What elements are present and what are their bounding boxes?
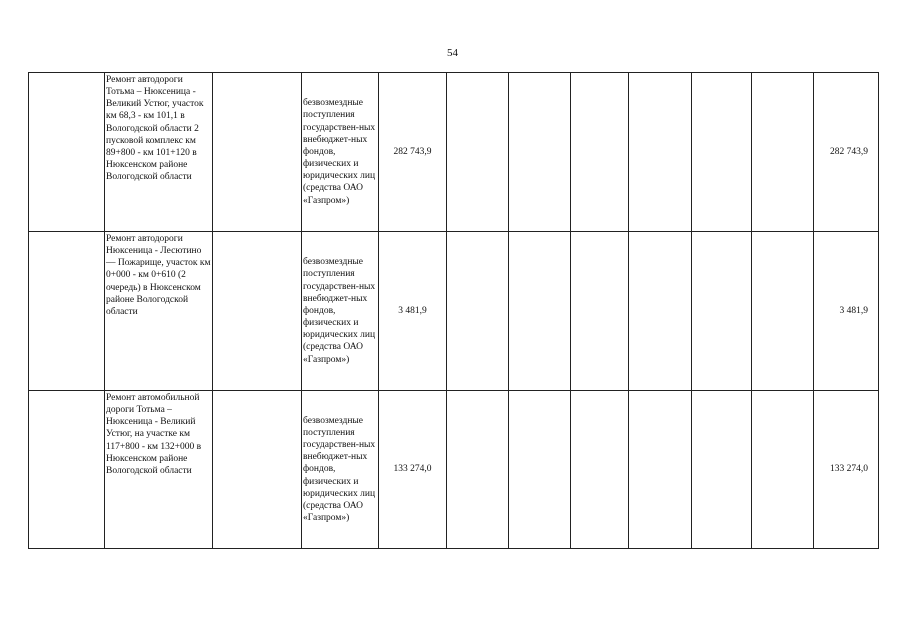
- amount-cell: 3 481,9: [379, 232, 447, 391]
- object-name-cell: Ремонт автодороги Нюксеница - Лесютино — Пожарище, участок км 0+000 - км 0+610 (2 очередь) в Нюксенском районе Вологодской области: [105, 232, 213, 391]
- table-row: [29, 391, 879, 549]
- empty-cell: [692, 232, 752, 391]
- empty-cell: [692, 73, 752, 232]
- empty-cell: [629, 232, 692, 391]
- funding-source-cell: безвозмездные поступления государствен-ных внебюджет-ных фондов, физических и юридических лиц (средства ОАО «Газпром»): [302, 232, 379, 391]
- empty-cell: [447, 73, 509, 232]
- empty-cell: [752, 232, 814, 391]
- empty-cell: [571, 73, 629, 232]
- total-cell: 133 274,0: [814, 391, 879, 549]
- empty-cell: [629, 391, 692, 549]
- table-row: [29, 73, 879, 232]
- table-row: [29, 232, 879, 391]
- empty-cell: [29, 232, 105, 391]
- empty-cell: [29, 73, 105, 232]
- page-number: 54: [447, 47, 458, 59]
- empty-cell: [752, 391, 814, 549]
- empty-cell: [509, 232, 571, 391]
- object-name-cell: Ремонт автомобильной дороги Тотьма – Нюксеница - Великий Устюг, на участке км 117+800 - км 132+000 в Нюксенском районе Вологодской области: [105, 391, 213, 549]
- empty-cell: [571, 232, 629, 391]
- object-name-cell: Ремонт автодороги Тотьма – Нюксеница - Великий Устюг, участок км 68,3 - км 101,1 в Вологодской области 2 пусковой комплекс км 89+800 - км 101+120 в Нюксенском районе Вологодской области: [105, 73, 213, 232]
- empty-cell: [213, 73, 302, 232]
- empty-cell: [447, 232, 509, 391]
- empty-cell: [509, 73, 571, 232]
- amount-cell: 282 743,9: [379, 73, 447, 232]
- empty-cell: [213, 232, 302, 391]
- empty-cell: [571, 391, 629, 549]
- budget-table: [28, 72, 879, 549]
- empty-cell: [629, 73, 692, 232]
- empty-cell: [447, 391, 509, 549]
- empty-cell: [509, 391, 571, 549]
- funding-source-cell: безвозмездные поступления государствен-ных внебюджет-ных фондов, физических и юридических лиц (средства ОАО «Газпром»): [302, 391, 379, 549]
- empty-cell: [692, 391, 752, 549]
- empty-cell: [752, 73, 814, 232]
- empty-cell: [29, 391, 105, 549]
- funding-source-cell: безвозмездные поступления государствен-ных внебюджет-ных фондов, физических и юридических лиц (средства ОАО «Газпром»): [302, 73, 379, 232]
- empty-cell: [213, 391, 302, 549]
- amount-cell: 133 274,0: [379, 391, 447, 549]
- total-cell: 282 743,9: [814, 73, 879, 232]
- total-cell: 3 481,9: [814, 232, 879, 391]
